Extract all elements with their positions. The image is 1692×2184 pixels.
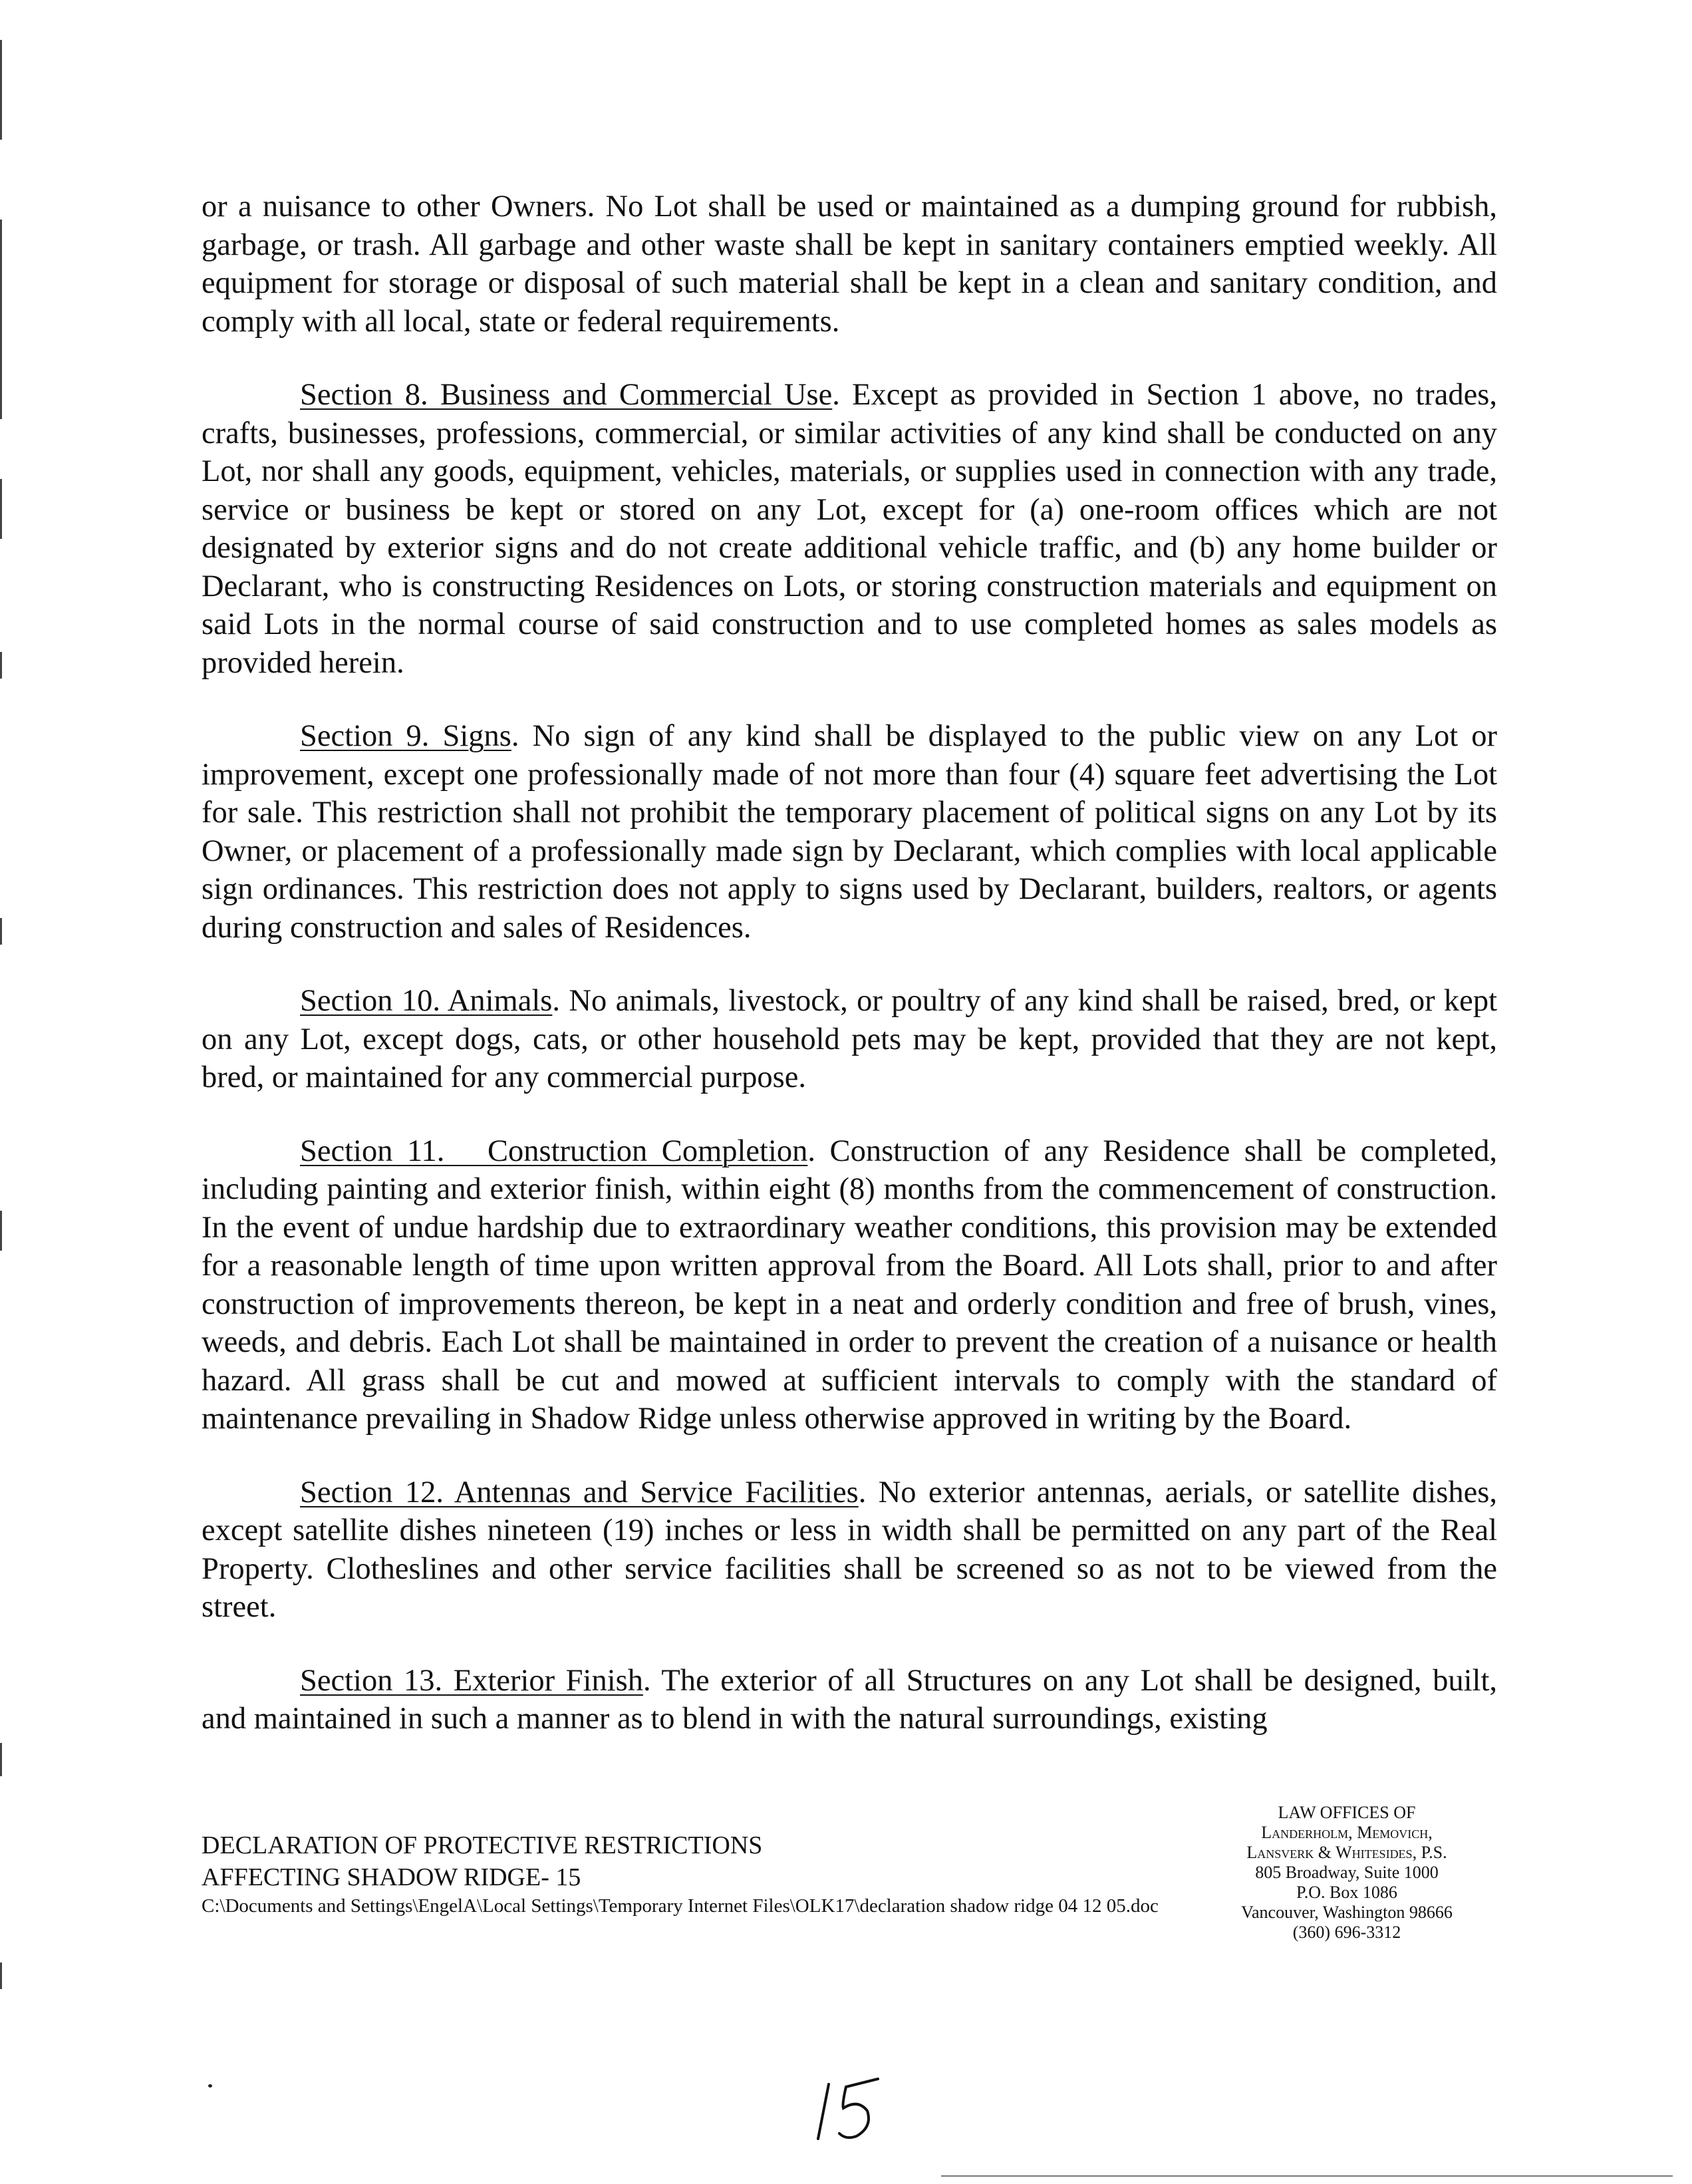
paragraph-section-8 (202, 376, 1497, 682)
section-heading: Section 10. Animals (300, 984, 553, 1018)
law-office-phone: (360) 696-3312 (1292, 1923, 1401, 1942)
section-heading: Section 8. Business and Commercial Use (300, 378, 833, 412)
scan-edge-mark (0, 220, 2, 419)
paragraph-text: . No animals, livestock, or poultry of any kind shall be raised, bred, or kept on any Lot, except dogs, cats, or other household pets may be kept, provided that they are not kept, bred, or maintained for any commercial purpose. (202, 984, 1497, 1094)
scan-speck (208, 2084, 212, 2088)
paragraph-section-12 (202, 1474, 1497, 1627)
paragraph-text: . The exterior of all Structures on any Lot shall be designed, built, and maintained in such a manner as to blend in with the natural surroundings, existing (202, 1663, 1497, 1736)
paragraph-continuation (202, 188, 1497, 341)
footer-file-path: C:\Documents and Settings\EngelA\Local Settings\Temporary Internet Files\OLK17\declaration shadow ridge 04 12 05.doc (202, 1895, 1159, 1917)
paragraph-section-11 (202, 1132, 1497, 1438)
law-office-block (1191, 1803, 1503, 1943)
law-office-city: Vancouver, Washington 98666 (1241, 1903, 1453, 1922)
document-footer (202, 1829, 1199, 1917)
law-office-po-box: P.O. Box 1086 (1296, 1883, 1397, 1902)
law-office-firm-line: Lansverk & Whitesides, P.S. (1246, 1843, 1447, 1862)
scan-edge-mark (0, 918, 2, 945)
scan-edge-mark (0, 1962, 2, 1989)
document-body (202, 188, 1497, 1774)
footer-title-line-1: DECLARATION OF PROTECTIVE RESTRICTIONS (202, 1831, 763, 1859)
paragraph-text: . Construction of any Residence shall be completed, including painting and exterior finish, within eight (8) months from the commencement of construction. In the event of undue hardship due to extraordinary weather conditions, this provision may be extended for a reasonable length of time upon written approval from the Board. All Lots shall, prior to and after construction of improvements thereon, be kept in a neat and orderly condition and free of brush, vines, weeds, and debris. Each Lot shall be maintained in order to prevent the creation of a nuisance or health hazard. All grass shall be cut and mowed at sufficient intervals to comply with the standard of maintenance prevailing in Shadow Ridge unless otherwise approved in writing by the Board. (202, 1134, 1497, 1436)
page-bottom-rule (941, 2175, 1673, 2177)
scan-edge-marks (0, 0, 4, 2184)
paragraph-section-10 (202, 982, 1497, 1097)
scan-edge-mark (0, 1743, 2, 1776)
paragraph-text: . No exterior antennas, aerials, or satellite dishes, except satellite dishes nineteen (19) inches or less in width shall be permitted on any part of the Real Property. Clotheslines and other service facilities shall be screened so as not to be viewed from the street. (202, 1475, 1497, 1624)
paragraph-text: or a nuisance to other Owners. No Lot shall be used or maintained as a dumping ground for rubbish, garbage, or trash. All garbage and other waste shall be kept in sanitary containers emptied weekly. All equipment for storage or disposal of such material shall be kept in a clean and sanitary condition, and comply with all local, state or federal requirements. (202, 190, 1497, 339)
paragraph-text: . No sign of any kind shall be displayed to the public view on any Lot or improvement, except one professionally made of not more than four (4) square feet advertising the Lot for sale. This restriction shall not prohibit the temporary placement of political signs on any Lot by its Owner, or placement of a professionally made sign by Declarant, which complies with local applicable sign ordinances. This restriction does not apply to signs used by Declarant, builders, realtors, or agents during construction and sales of Residences. (202, 719, 1497, 945)
paragraph-text: . Except as provided in Section 1 above, no trades, crafts, businesses, professions, commercial, or similar activities of any kind shall be conducted on any Lot, nor shall any goods, equipment, vehicles, materials, or supplies used in connection with any trade, service or business be kept or stored on any Lot, except for (a) one-room offices which are not designated by exterior signs and do not create additional vehicle traffic, and (b) any home builder or Declarant, who is constructing Residences on Lots, or storing construction materials and equipment on said Lots in the normal course of said construction and to use completed homes as sales models as provided herein. (202, 378, 1497, 680)
law-office-address: 805 Broadway, Suite 1000 (1255, 1863, 1439, 1882)
paragraph-section-13 (202, 1662, 1497, 1738)
scan-edge-mark (0, 40, 2, 140)
section-heading: Section 11. Construction Completion (300, 1134, 808, 1168)
handwritten-page-number (806, 2072, 886, 2145)
section-heading: Section 13. Exterior Finish (300, 1663, 643, 1698)
footer-title-line-2: AFFECTING SHADOW RIDGE- 15 (202, 1863, 581, 1891)
scan-edge-mark (0, 652, 2, 679)
scan-edge-mark (0, 479, 2, 539)
paragraph-section-9 (202, 717, 1497, 947)
law-office-line: LAW OFFICES OF (1278, 1803, 1416, 1822)
scan-edge-mark (0, 1211, 2, 1251)
law-office-firm-line: Landerholm, Memovich, (1261, 1823, 1433, 1842)
section-heading: Section 9. Signs (300, 719, 511, 753)
section-heading: Section 12. Antennas and Service Facilities (300, 1475, 859, 1509)
